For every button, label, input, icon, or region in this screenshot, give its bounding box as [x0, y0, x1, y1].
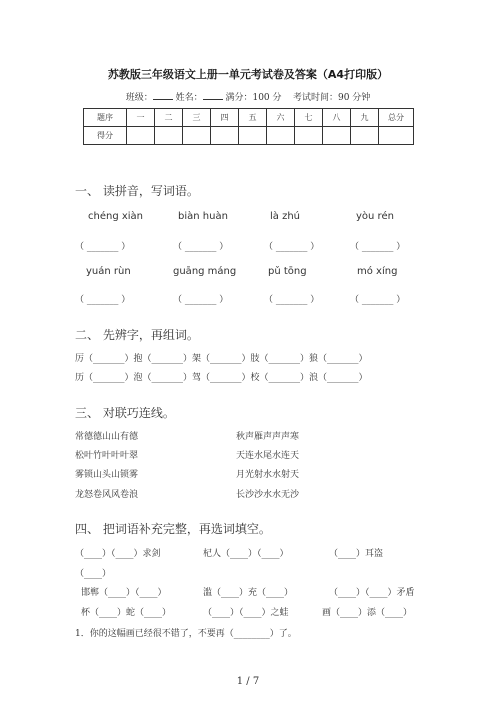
pinyin-item: yuán rùn: [86, 266, 131, 277]
idiom-fill[interactable]: 杯（____）蛇（____）: [81, 608, 172, 618]
couplet-right[interactable]: 月光射水水射天: [236, 470, 300, 480]
pinyin-item: yòu rén: [356, 211, 394, 222]
idiom-fill[interactable]: （____）: [75, 569, 112, 579]
score-cell[interactable]: [155, 127, 183, 145]
score-header-cell: 八: [323, 109, 351, 127]
score-cell[interactable]: [183, 127, 211, 145]
answer-blank[interactable]: （ _______ ）: [264, 242, 320, 252]
pinyin-item: pǔ tōng: [268, 266, 307, 277]
score-header-cell: 六: [267, 109, 295, 127]
score-header-cell: 九: [351, 109, 379, 127]
answer-blank[interactable]: （ _______ ）: [350, 295, 406, 305]
score-header-cell: 四: [211, 109, 239, 127]
score-header-cell: 总分: [379, 109, 414, 127]
score-table: [83, 108, 414, 145]
score-header-cell: 题序: [84, 109, 127, 127]
answer-blank[interactable]: （ _______ ）: [75, 242, 131, 252]
pinyin-item: biàn huàn: [178, 211, 228, 222]
idiom-fill[interactable]: 滥（____）充（____）: [203, 588, 294, 598]
idiom-fill[interactable]: 邯郸（____）（____）: [81, 588, 167, 598]
document-title: 苏教版三年级语文上册一单元考试卷及答案（A4打印版）: [107, 68, 389, 81]
couplet-left[interactable]: 雾锁山头山锁雾: [75, 470, 139, 480]
couplet-left[interactable]: 龙怒卷风风卷浪: [75, 490, 139, 500]
page-number: 1 / 7: [236, 676, 260, 687]
name-blank[interactable]: [203, 91, 223, 100]
exam-info-line: [0, 90, 496, 103]
idiom-fill[interactable]: （____）（____）之蛙: [203, 608, 289, 618]
exam-time: 考试时间：90 分钟: [292, 93, 371, 103]
section1-heading: 一、 读拼音，写词语。: [75, 184, 199, 198]
full-score: 满分：100 分: [225, 93, 282, 103]
class-blank[interactable]: [153, 91, 173, 100]
word-group-line[interactable]: 历（_______）泡（_______）驾（_______）校（_______）浪（_______）: [75, 373, 368, 383]
score-header-cell: 三: [183, 109, 211, 127]
score-cell[interactable]: [323, 127, 351, 145]
answer-blank[interactable]: （ _______ ）: [264, 295, 320, 305]
score-header-cell: 五: [239, 109, 267, 127]
score-cell[interactable]: [295, 127, 323, 145]
pinyin-item: mó xíng: [357, 266, 398, 277]
answer-blank[interactable]: （ _______ ）: [75, 295, 131, 305]
idiom-fill[interactable]: （____）（____）求剑: [75, 549, 161, 559]
idiom-fill[interactable]: 画（____）添（____）: [322, 608, 413, 618]
section3-heading: 三、 对联巧连线。: [75, 406, 175, 420]
score-row-label: 得分: [84, 127, 127, 145]
word-group-line[interactable]: 厉（_______）抱（_______）架（_______）肢（_______）狼（_______）: [75, 354, 368, 364]
answer-blank[interactable]: （ _______ ）: [173, 295, 229, 305]
score-cell[interactable]: [351, 127, 379, 145]
pinyin-item: chéng xiàn: [88, 211, 144, 222]
name-label: 姓名：: [175, 93, 203, 103]
idiom-fill[interactable]: 杞人（____）（____）: [203, 549, 289, 559]
section2-heading: 二、 先辨字，再组词。: [75, 328, 199, 342]
couplet-right[interactable]: 秋声雁声声声寒: [236, 432, 300, 442]
pinyin-item: guāng máng: [173, 266, 237, 277]
couplet-left[interactable]: 松叶竹叶叶叶翠: [75, 451, 139, 461]
score-cell[interactable]: [211, 127, 239, 145]
class-label: 班级：: [125, 93, 153, 103]
score-cell[interactable]: [239, 127, 267, 145]
pinyin-item: là zhú: [270, 211, 301, 222]
section4-heading: 四、 把词语补充完整，再选词填空。: [75, 522, 271, 536]
score-header-cell: 一: [127, 109, 155, 127]
idiom-fill[interactable]: （____）（____）矛盾: [329, 588, 415, 598]
couplet-right[interactable]: 天连水尾水连天: [236, 451, 300, 461]
score-header-cell: 二: [155, 109, 183, 127]
fill-question[interactable]: 1．你的这幅画已经很不错了，不要再（________）了。: [75, 629, 297, 639]
answer-blank[interactable]: （ _______ ）: [173, 242, 229, 252]
answer-blank[interactable]: （ _______ ）: [350, 242, 406, 252]
score-cell[interactable]: [379, 127, 414, 145]
score-cell[interactable]: [127, 127, 155, 145]
couplet-right[interactable]: 长沙沙水水无沙: [236, 490, 300, 500]
score-cell[interactable]: [267, 127, 295, 145]
score-header-cell: 七: [295, 109, 323, 127]
score-table-header-row: [84, 109, 414, 127]
idiom-fill[interactable]: （____）耳盗: [329, 549, 384, 559]
couplet-left[interactable]: 常德德山山有德: [75, 432, 139, 442]
score-table-score-row: [84, 127, 414, 145]
